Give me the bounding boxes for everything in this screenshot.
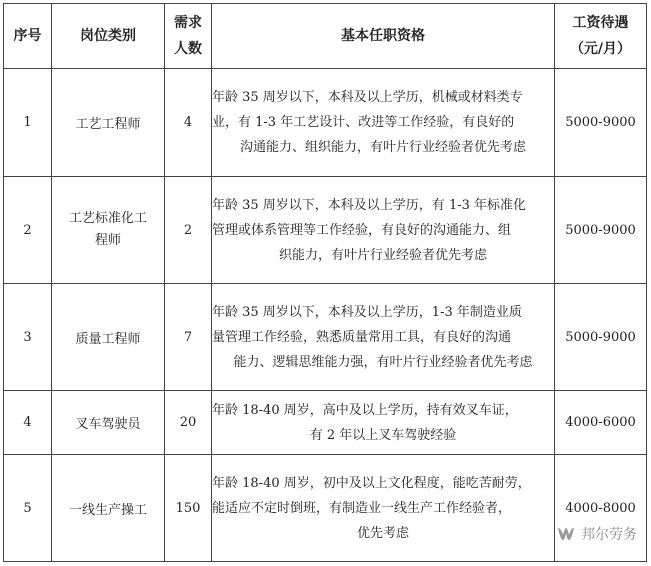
req-line: 优先考虑 bbox=[356, 525, 409, 541]
category-line1: 工艺标准化工 bbox=[68, 211, 147, 226]
watermark-text: 邦尔劳务 bbox=[581, 527, 637, 543]
table-header-row bbox=[4, 4, 647, 69]
req-line: 年龄 18-40 周岁，高中及以上学历，持有效叉车证， bbox=[212, 402, 518, 418]
req-line: 有 2 年以上叉车驾驶经验 bbox=[309, 427, 457, 443]
table-row bbox=[4, 284, 647, 391]
cell-no: 5 bbox=[4, 455, 52, 562]
req-line: 管理或体系管理等工作经验，有良好的沟通能力、组 bbox=[212, 222, 512, 238]
req-line: 能力、逻辑思维能力强，有叶片行业经验者优先考虑 bbox=[233, 354, 533, 370]
header-requirements: 基本任职资格 bbox=[212, 4, 555, 69]
cell-no: 4 bbox=[4, 391, 52, 455]
table-row bbox=[4, 177, 647, 284]
cell-no: 2 bbox=[4, 177, 52, 284]
header-count-line2: 人数 bbox=[174, 41, 202, 57]
cell-count: 4 bbox=[165, 69, 212, 177]
table-row bbox=[4, 69, 647, 177]
table-row bbox=[4, 455, 647, 562]
req-line: 能适应不定时倒班，有制造业一线生产工作经验者， bbox=[212, 500, 512, 516]
table-row bbox=[4, 391, 647, 455]
cell-requirements bbox=[212, 455, 555, 562]
header-salary bbox=[555, 4, 647, 69]
cell-salary: 5000-9000 bbox=[555, 177, 647, 284]
cell-category bbox=[52, 177, 165, 284]
cell-no: 1 bbox=[4, 69, 52, 177]
header-no: 序号 bbox=[4, 4, 52, 69]
cell-category: 质量工程师 bbox=[52, 284, 165, 391]
header-category: 岗位类别 bbox=[52, 4, 165, 69]
cell-requirements bbox=[212, 177, 555, 284]
header-count bbox=[165, 4, 212, 69]
wechat-channel-icon bbox=[556, 525, 576, 543]
cell-count: 2 bbox=[165, 177, 212, 284]
watermark bbox=[556, 524, 637, 544]
cell-category: 工艺工程师 bbox=[52, 69, 165, 177]
req-line: 业，有 1-3 年工艺设计、改进等工作经验，有良好的 bbox=[212, 115, 515, 130]
header-count-line1: 需求 bbox=[174, 15, 202, 31]
cell-count: 150 bbox=[165, 455, 212, 562]
header-salary-line1: 工资待遇 bbox=[572, 15, 629, 31]
req-line: 年龄 18-40 周岁，初中及以上文化程度，能吃苦耐劳， bbox=[212, 475, 531, 491]
cell-category: 一线生产操工 bbox=[52, 455, 165, 562]
cell-requirements bbox=[212, 284, 555, 391]
category-line2: 程师 bbox=[94, 233, 121, 248]
cell-salary: 5000-9000 bbox=[555, 284, 647, 391]
cell-category: 叉车驾驶员 bbox=[52, 391, 165, 455]
req-line: 织能力，有叶片行业经验者优先考虑 bbox=[278, 247, 487, 263]
cell-count: 20 bbox=[165, 391, 212, 455]
cell-salary: 4000-8000 bbox=[555, 455, 647, 562]
cell-count: 7 bbox=[165, 284, 212, 391]
cell-salary: 4000-6000 bbox=[555, 391, 647, 455]
req-line: 沟通能力、组织能力，有叶片行业经验者优先考虑 bbox=[239, 140, 526, 155]
req-line: 年龄 35 周岁以下，本科及以上学历，有 1-3 年标准化 bbox=[212, 197, 527, 213]
req-line: 年龄 35 周岁以下，本科及以上学历，1-3 年制造业质 bbox=[212, 304, 522, 320]
req-line: 年龄 35 周岁以下，本科及以上学历，机械或材料类专 bbox=[212, 90, 523, 105]
cell-requirements bbox=[212, 69, 555, 177]
cell-salary: 5000-9000 bbox=[555, 69, 647, 177]
req-line: 量管理工作经验，熟悉质量常用工具，有良好的沟通 bbox=[212, 329, 512, 345]
recruitment-table bbox=[3, 3, 647, 562]
header-salary-line2: （元/月） bbox=[569, 41, 632, 57]
cell-no: 3 bbox=[4, 284, 52, 391]
cell-requirements bbox=[212, 391, 555, 455]
